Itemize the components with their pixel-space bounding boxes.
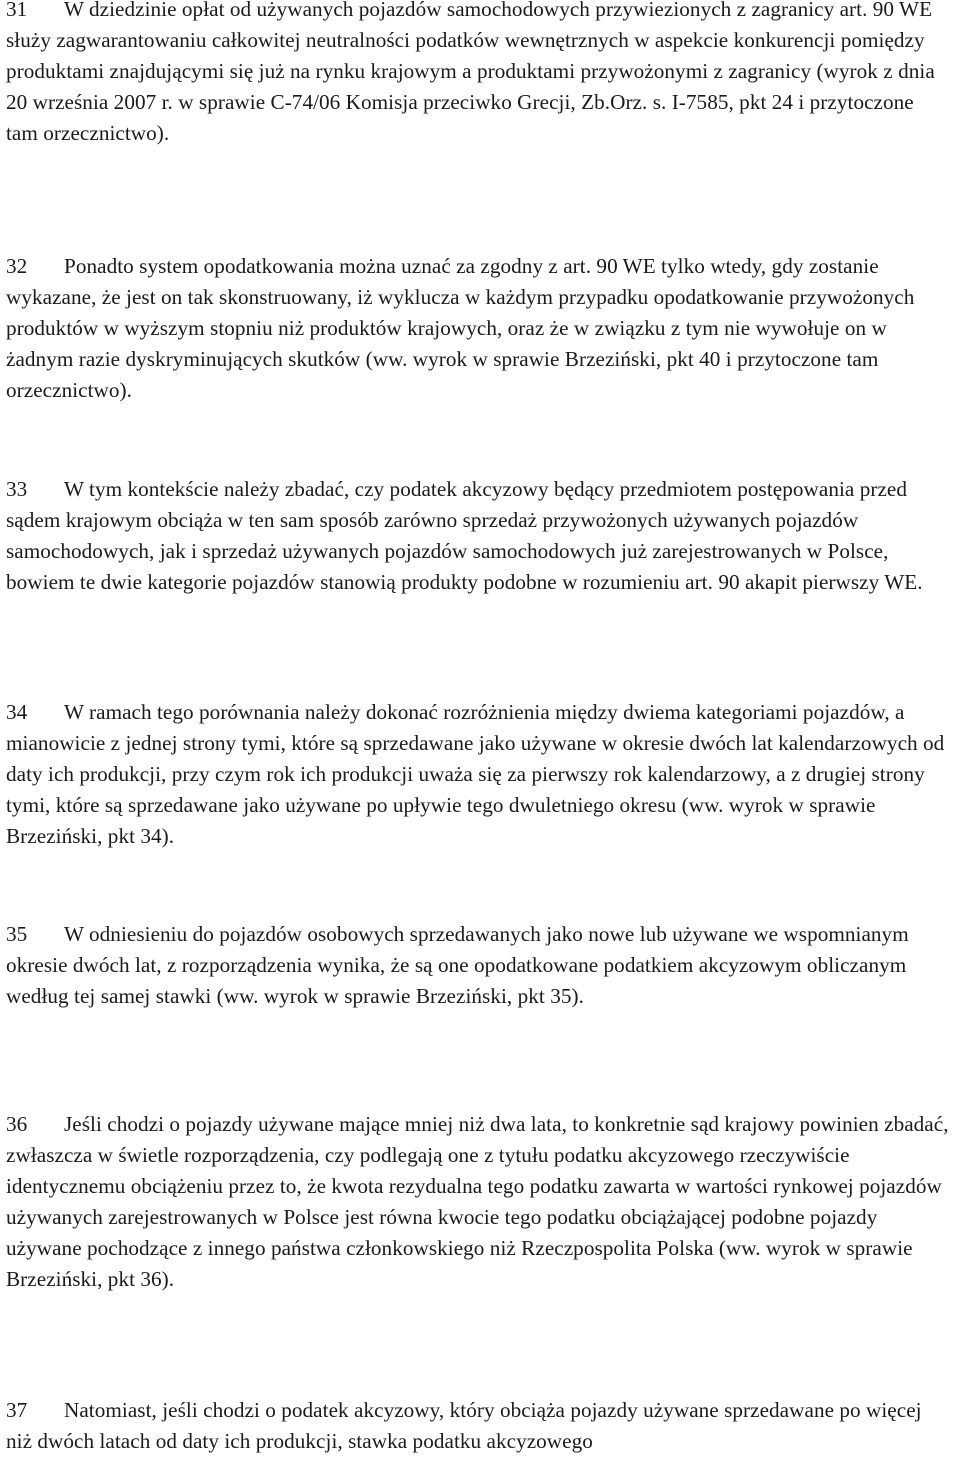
paragraph-number: 36 xyxy=(6,1112,28,1136)
paragraph-text: W tym kontekście należy zbadać, czy podatek akcyzowy będący przedmiotem postępowania przed sądem krajowym obciąża w ten sam sposób zarówno sprzedaż przywożonych używanych pojazdów samochodowych, jak i sprzedaż używanych pojazdów samochodowych już zarejestrowanych w Polsce, bowiem te dwie kategorie pojazdów stanowią produkty podobne w rozumieniu art. 90 akapit pierwszy WE. xyxy=(6,477,923,594)
paragraph-number: 37 xyxy=(6,1398,28,1422)
paragraph-text: W odniesieniu do pojazdów osobowych sprzedawanych jako nowe lub używane we wspomnianym okresie dwóch lat, z rozporządzenia wynika, że są one opodatkowane podatkiem akcyzowym obliczanym według tej samej stawki (ww. wyrok w sprawie Brzeziński, pkt 35). xyxy=(6,922,909,1008)
paragraph-33 xyxy=(6,474,950,598)
paragraph-36 xyxy=(6,1109,950,1295)
paragraph-37 xyxy=(6,1395,950,1457)
paragraph-text: Natomiast, jeśli chodzi o podatek akcyzowy, który obciąża pojazdy używane sprzedawane po więcej niż dwóch latach od daty ich produkcji, stawka podatku akcyzowego xyxy=(6,1398,922,1453)
paragraph-number: 33 xyxy=(6,477,28,501)
paragraph-text: Jeśli chodzi o pojazdy używane mające mniej niż dwa lata, to konkretnie sąd krajowy powinien zbadać, zwłaszcza w świetle rozporządzenia, czy podlegają one z tytułu podatku akcyzowego rzeczywiście identycznemu obciążeniu przez to, że kwota rezydualna tego podatku zawarta w wartości rynkowej pojazdów używanych zarejestrowanych w Polsce jest równa kwocie tego podatku obciążającej podobne pojazdy używane pochodzące z innego państwa członkowskiego niż Rzeczpospolita Polska (ww. wyrok w sprawie Brzeziński, pkt 36). xyxy=(6,1112,949,1291)
paragraph-35 xyxy=(6,919,950,1012)
paragraph-number: 34 xyxy=(6,700,28,724)
paragraph-32 xyxy=(6,251,950,406)
paragraph-text: Ponadto system opodatkowania można uznać za zgodny z art. 90 WE tylko wtedy, gdy zostanie wykazane, że jest on tak skonstruowany, iż wyklucza w każdym przypadku opodatkowanie przywożonych produktów w wyższym stopniu niż produktów krajowych, oraz że w związku z tym nie wywołuje on w żadnym razie dyskryminujących skutków (ww. wyrok w sprawie Brzeziński, pkt 40 i przytoczone tam orzecznictwo). xyxy=(6,254,915,402)
paragraph-number: 32 xyxy=(6,254,28,278)
paragraph-text: W ramach tego porównania należy dokonać rozróżnienia między dwiema kategoriami pojazdów, a mianowicie z jednej strony tymi, które są sprzedawane jako używane w okresie dwóch lat kalendarzowych od daty ich produkcji, przy czym rok ich produkcji uważa się za pierwszy rok kalendarzowy, a z drugiej strony tymi, które są sprzedawane jako używane po upływie tego dwuletniego okresu (ww. wyrok w sprawie Brzeziński, pkt 34). xyxy=(6,700,945,848)
paragraph-text: W dziedzinie opłat od używanych pojazdów samochodowych przywiezionych z zagranicy art. 90 WE służy zagwarantowaniu całkowitej neutralności podatków wewnętrznych w aspekcie konkurencji pomiędzy produktami znajdującymi się już na rynku krajowym a produktami przywożonymi z zagranicy (wyrok z dnia 20 września 2007 r. w sprawie C‑74/06 Komisja przeciwko Grecji, Zb.Orz. s. I‑7585, pkt 24 i przytoczone tam orzecznictwo). xyxy=(6,0,935,145)
paragraph-number: 35 xyxy=(6,922,28,946)
paragraph-number: 31 xyxy=(6,0,28,21)
paragraph-31 xyxy=(6,0,950,149)
paragraph-34 xyxy=(6,697,950,852)
